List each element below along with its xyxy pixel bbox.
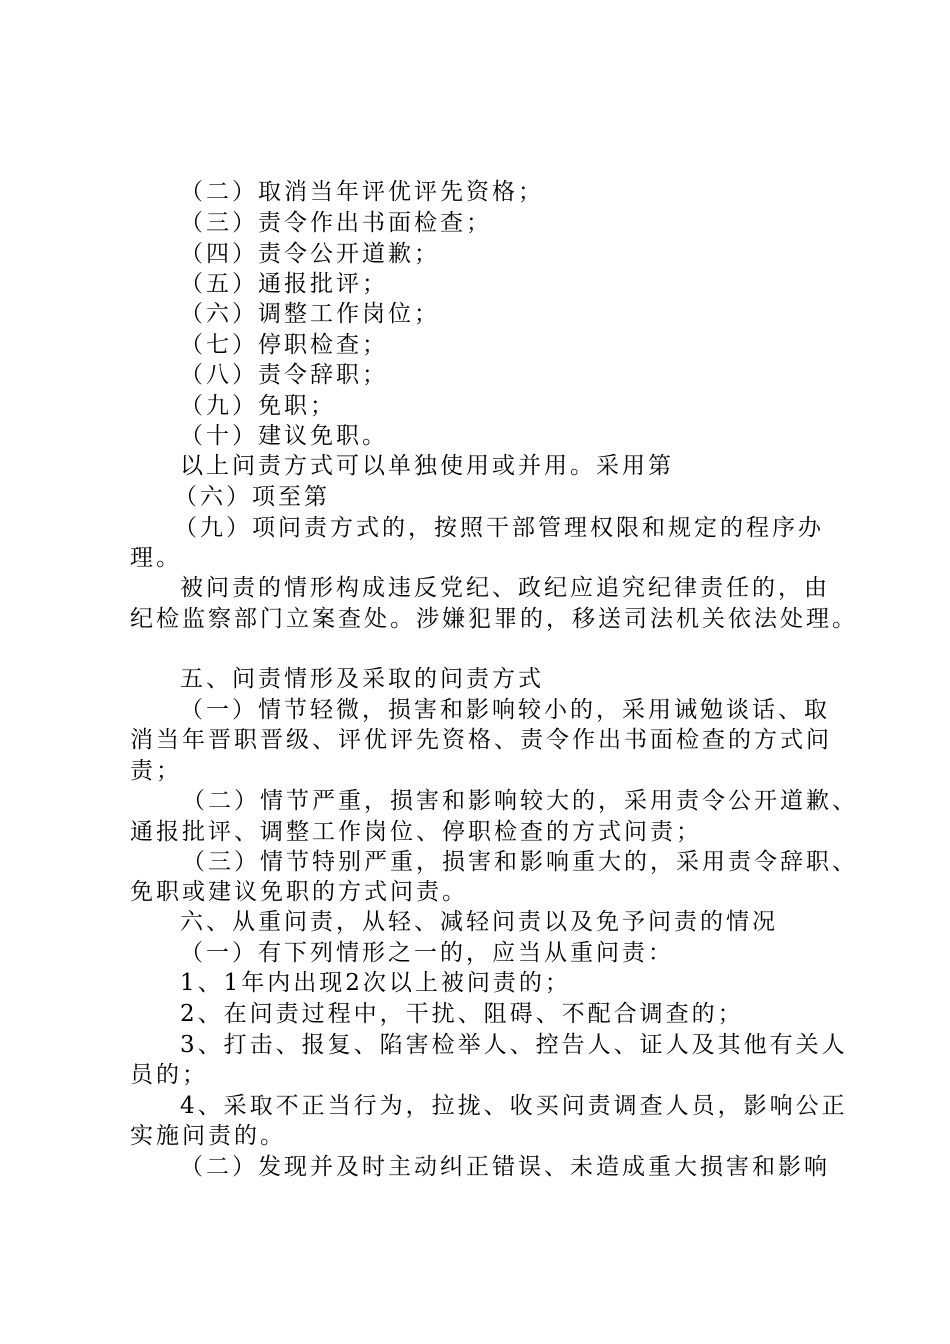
text-line: （五）通报批评； (180, 271, 388, 297)
text-line: 被问责的情形构成违反党纪、政纪应追究纪律责任的，由 (180, 575, 830, 601)
text-line: 员的； (130, 1062, 208, 1088)
text-line: （九）免职； (180, 393, 336, 419)
text-line: （一）情节轻微，损害和影响较小的，采用诫勉谈话、取 (180, 697, 830, 723)
section-heading: 五、问责情形及采取的问责方式 (180, 666, 544, 692)
text-line: 消当年晋职晋级、评优评先资格、责令作出书面检查的方式问 (130, 727, 832, 753)
text-line: （一）有下列情形之一的，应当从重问责： (180, 940, 674, 966)
text-line: （二）发现并及时主动纠正错误、未造成重大损害和影响 (180, 1154, 830, 1180)
text-line: （三）情节特别严重，损害和影响重大的，采用责令辞职、 (182, 849, 858, 875)
text-line: 1、1年内出现2次以上被问责的； (180, 970, 571, 996)
text-line: （十）建议免职。 (180, 423, 388, 449)
text-line: （七）停职检查； (180, 332, 388, 358)
text-line: （二）情节严重，损害和影响较大的，采用责令公开道歉、 (182, 788, 858, 814)
text-line: （八）责令辞职； (180, 362, 388, 388)
text-line: （六）项至第 (174, 484, 330, 510)
text-line: 免职或建议免职的方式问责。 (130, 879, 468, 905)
text-line: （六）调整工作岗位； (180, 301, 440, 327)
text-line: 责； (130, 758, 182, 784)
text-line: 4、采取不正当行为，拉拢、收买问责调查人员，影响公正 (180, 1093, 848, 1119)
text-line: （二）取消当年评优评先资格； (180, 179, 544, 205)
text-line: （四）责令公开道歉； (180, 241, 440, 267)
text-line: 3、打击、报复、陷害检举人、控告人、证人及其他有关人 (180, 1032, 848, 1058)
text-line: （三）责令作出书面检查； (180, 210, 492, 236)
text-line: 以上问责方式可以单独使用或并用。采用第 (180, 453, 674, 479)
text-line: 通报批评、调整工作岗位、停职检查的方式问责； (130, 819, 702, 845)
text-line: 2、在问责过程中，干扰、阻碍、不配合调查的； (180, 1001, 744, 1027)
text-line: 实施问责的。 (130, 1123, 286, 1149)
text-line: 理。 (130, 545, 182, 571)
section-heading: 六、从重问责，从轻、减轻问责以及免予问责的情况 (180, 909, 778, 935)
text-line: （九）项问责方式的，按照干部管理权限和规定的程序办 (174, 515, 824, 541)
text-line: 纪检监察部门立案查处。涉嫌犯罪的，移送司法机关依法处理。 (130, 606, 858, 632)
